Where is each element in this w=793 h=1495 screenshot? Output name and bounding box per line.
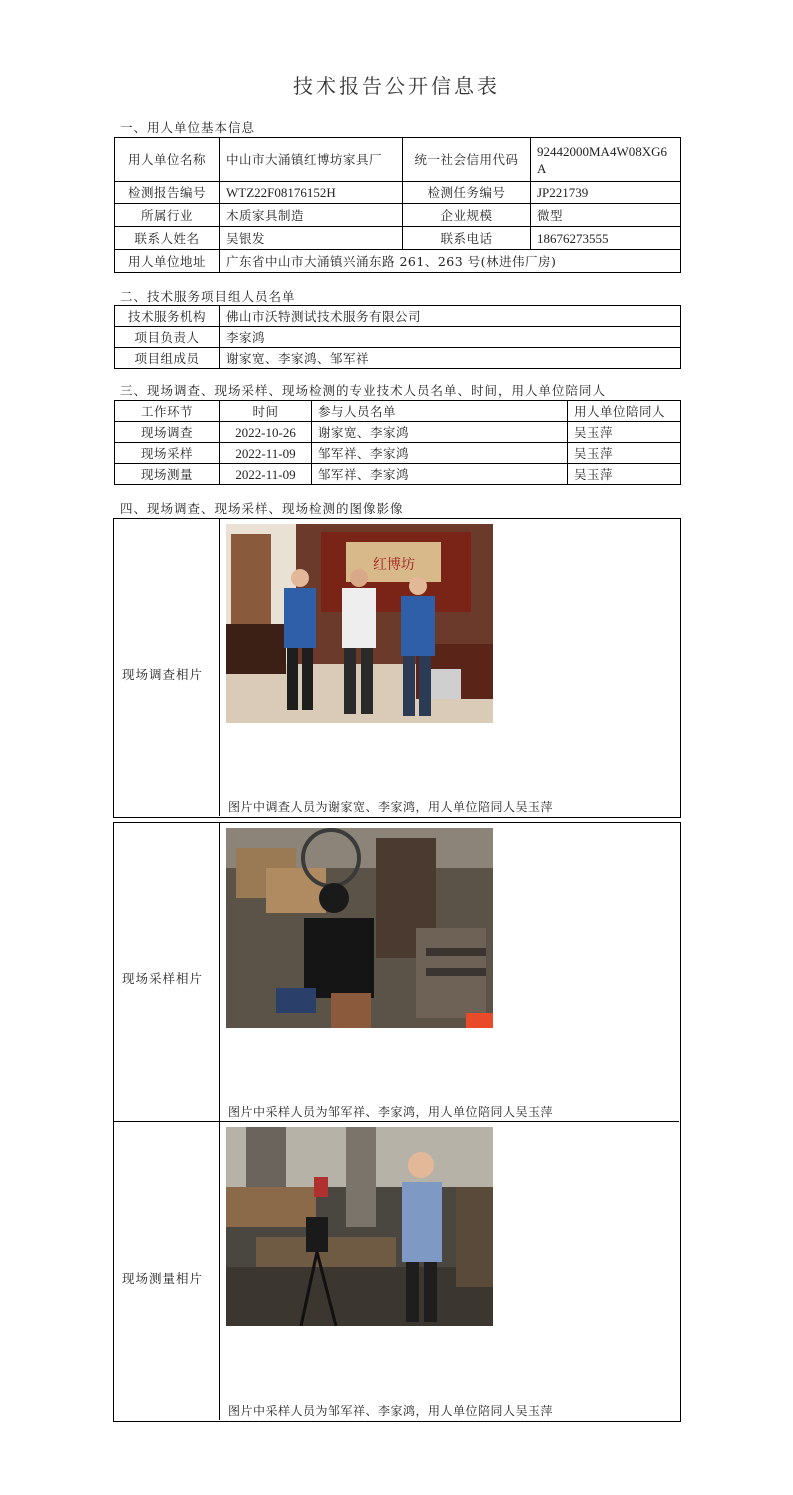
basic-info-table [114,137,681,273]
field-date: 2022-11-09 [220,443,312,464]
field-escort: 吴玉萍 [568,464,681,485]
survey-photo [226,524,493,723]
field-stage: 现场调查 [115,422,220,443]
scale: 微型 [531,204,681,227]
field-people: 谢家宽、李家鸿 [312,422,568,443]
report-no: WTZ22F08176152H [220,182,403,204]
field-escort: 吴玉萍 [568,422,681,443]
sampling-photo-label: 现场采样相片 [122,971,204,986]
unit-name: 中山市大涌镇红博坊家具厂 [220,138,403,182]
section-2-heading: 二、技术服务项目组人员名单 [120,289,296,304]
field-date: 2022-11-09 [220,464,312,485]
industry: 木质家具制造 [220,204,403,227]
field-work-table [114,400,681,485]
team-table [114,305,681,369]
industry-label: 所属行业 [115,204,220,227]
address-label: 用人单位地址 [115,250,220,273]
table-row [115,443,681,464]
phone: 18676273555 [531,227,681,250]
phone-label: 联系电话 [403,227,531,250]
scale-label: 企业规模 [403,204,531,227]
sampling-photo-caption: 图片中采样人员为邹军祥、李家鸿，用人单位陪同人吴玉萍 [228,1105,554,1119]
task-no-label: 检测任务编号 [403,182,531,204]
credit-code: 92442000MA4W08XG6A [531,138,681,182]
table-row [115,422,681,443]
report-no-label: 检测报告编号 [115,182,220,204]
page-title: 技术报告公开信息表 [293,74,500,98]
section-1-heading: 一、用人单位基本信息 [120,120,256,135]
field-header-time: 时间 [220,401,312,422]
field-header-people: 参与人员名单 [312,401,568,422]
field-stage: 现场采样 [115,443,220,464]
task-no: JP221739 [531,182,681,204]
field-people: 邹军祥、李家鸿 [312,443,568,464]
field-escort: 吴玉萍 [568,443,681,464]
contact: 吴银发 [220,227,403,250]
table-row [115,464,681,485]
unit-name-label: 用人单位名称 [115,138,220,182]
measure-photo [226,1127,493,1326]
sampling-photo [226,828,493,1028]
leader-label: 项目负责人 [115,327,220,348]
org: 佛山市沃特测试技术服务有限公司 [220,306,681,327]
field-stage: 现场测量 [115,464,220,485]
org-label: 技术服务机构 [115,306,220,327]
survey-photo-caption: 图片中调查人员为谢家宽、李家鸿，用人单位陪同人吴玉萍 [228,800,554,814]
measure-photo-label: 现场测量相片 [122,1271,204,1286]
section-4-heading: 四、现场调查、现场采样、现场检测的图像影像 [120,501,404,516]
contact-label: 联系人姓名 [115,227,220,250]
address: 广东省中山市大涌镇兴涌东路 261、263 号(林进伟厂房) [220,250,681,273]
field-people: 邹军祥、李家鸿 [312,464,568,485]
section-3-heading: 三、现场调查、现场采样、现场检测的专业技术人员名单、时间，用人单位陪同人 [120,383,607,398]
field-date: 2022-10-26 [220,422,312,443]
photo-block-divider [219,518,220,816]
svg-text:红博坊: 红博坊 [373,557,415,573]
credit-code-label: 统一社会信用代码 [403,138,531,182]
members-label: 项目组成员 [115,348,220,369]
field-header-escort: 用人单位陪同人 [568,401,681,422]
field-header-stage: 工作环节 [115,401,220,422]
photo-row-divider [113,1121,679,1122]
members: 谢家宽、李家鸿、邹军祥 [220,348,681,369]
measure-photo-caption: 图片中采样人员为邹军祥、李家鸿，用人单位陪同人吴玉萍 [228,1404,554,1418]
leader: 李家鸿 [220,327,681,348]
survey-photo-label: 现场调查相片 [122,667,204,682]
